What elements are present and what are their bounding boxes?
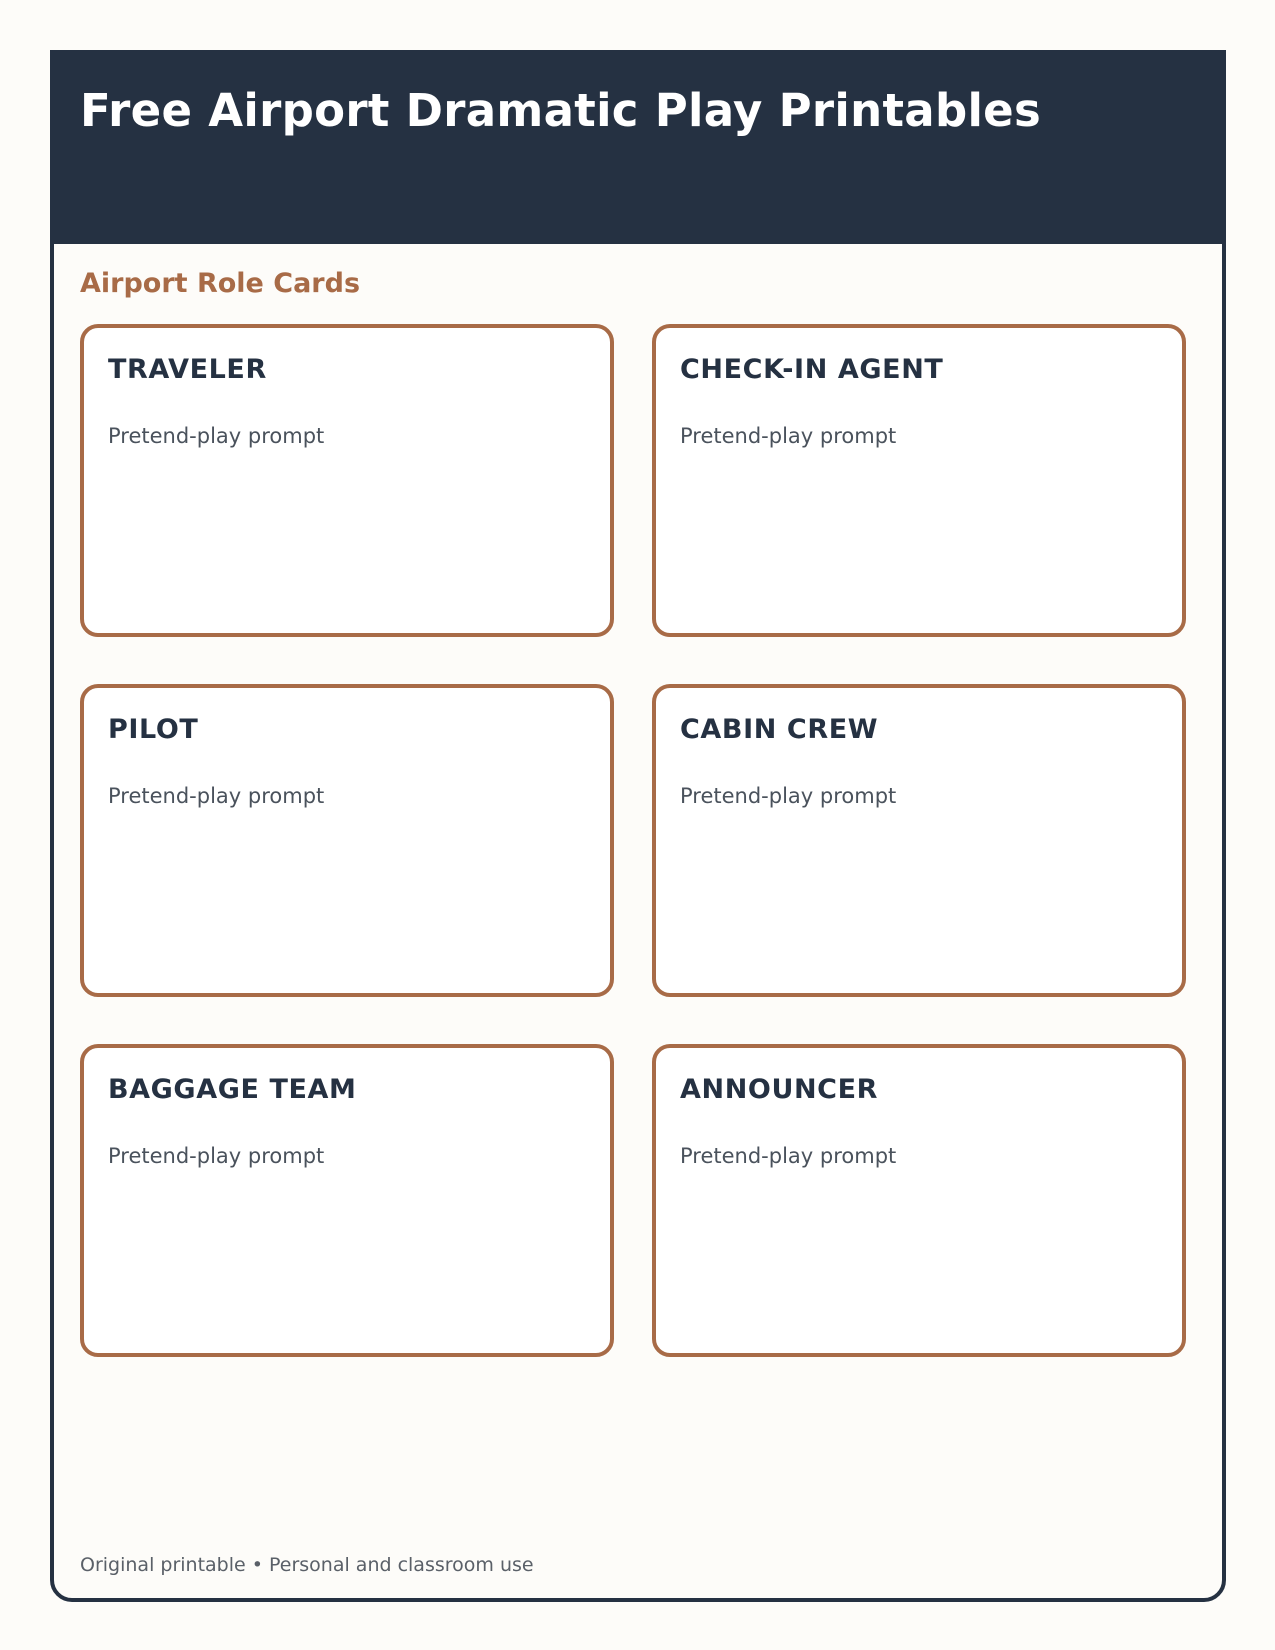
role-card-baggage-team	[80, 1044, 614, 1357]
role-card-traveler	[80, 324, 614, 637]
role-card-pilot	[80, 684, 614, 997]
card-prompt-text: Pretend-play prompt	[680, 1144, 897, 1168]
printable-sheet	[50, 50, 1226, 1602]
card-role-title: BAGGAGE TEAM	[108, 1074, 357, 1105]
card-prompt-text: Pretend-play prompt	[680, 424, 897, 448]
footer-note: Original printable • Personal and classroom use	[80, 1554, 534, 1576]
card-role-title: TRAVELER	[108, 354, 267, 385]
card-role-title: CHECK-IN AGENT	[680, 354, 944, 385]
role-card-check-in-agent	[652, 324, 1186, 637]
role-card-cabin-crew	[652, 684, 1186, 997]
card-role-title: CABIN CREW	[680, 714, 879, 745]
card-prompt-text: Pretend-play prompt	[108, 1144, 325, 1168]
card-role-title: ANNOUNCER	[680, 1074, 879, 1105]
card-prompt-text: Pretend-play prompt	[108, 424, 325, 448]
section-title: Airport Role Cards	[80, 268, 361, 299]
card-prompt-text: Pretend-play prompt	[108, 784, 325, 808]
page-title: Free Airport Dramatic Play Printables	[80, 84, 1042, 137]
role-card-announcer	[652, 1044, 1186, 1357]
card-prompt-text: Pretend-play prompt	[680, 784, 897, 808]
header-banner	[54, 54, 1222, 244]
card-role-title: PILOT	[108, 714, 199, 745]
